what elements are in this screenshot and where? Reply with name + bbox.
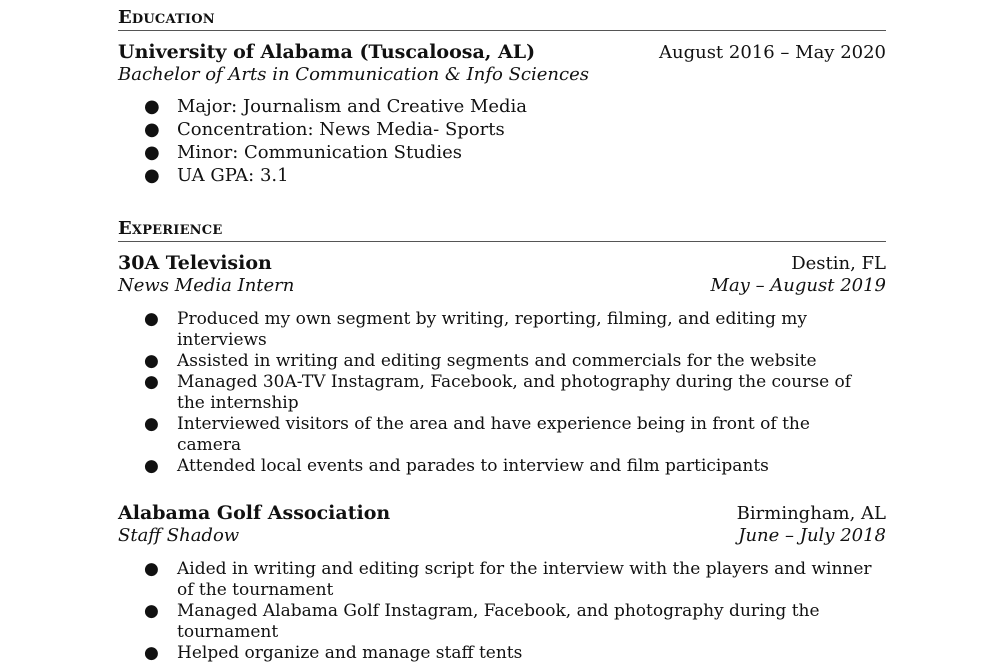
education-bullet-list — [118, 95, 886, 187]
experience-entry-header — [118, 502, 886, 525]
list-item: ● Helped organize and manage staff tents — [144, 643, 523, 663]
employer-name: 30A Television — [118, 252, 272, 274]
list-item: ● Attended local events and parades to interview and film participants — [144, 456, 769, 476]
list-item: ● Minor: Communication Studies — [144, 142, 462, 163]
section-heading-experience: Experience — [118, 218, 886, 242]
list-item: ● UA GPA: 3.1 — [144, 165, 289, 186]
job-dates: June – July 2018 — [738, 525, 886, 546]
employer-location: Birmingham, AL — [736, 503, 886, 524]
list-item: ● Concentration: News Media- Sports — [144, 119, 505, 140]
school-name: University of Alabama (Tuscaloosa, AL) — [118, 41, 536, 63]
education-entry-header — [118, 41, 886, 64]
experience-entry-header — [118, 252, 886, 275]
experience-entry — [118, 252, 886, 477]
section-heading-education: Education — [118, 7, 886, 31]
experience-section — [118, 218, 886, 664]
list-item: ● Major: Journalism and Creative Media — [144, 96, 528, 117]
employer-location: Destin, FL — [791, 253, 886, 274]
list-item: ● Interviewed visitors of the area and have experience being in front of the camera — [144, 414, 810, 455]
experience-entry-subheader — [118, 275, 886, 297]
degree-name: Bachelor of Arts in Communication & Info Sciences — [118, 64, 589, 85]
job-title: News Media Intern — [118, 275, 295, 296]
list-item: ● Managed 30A-TV Instagram, Facebook, and photography during the course of the internship — [144, 372, 852, 413]
job-dates: May – August 2019 — [710, 275, 886, 296]
employer-name: Alabama Golf Association — [118, 502, 391, 524]
experience-entry-subheader — [118, 525, 886, 547]
education-dates: August 2016 – May 2020 — [658, 42, 886, 63]
list-item: ● Managed Alabama Golf Instagram, Facebook, and photography during the tournament — [144, 601, 820, 642]
experience-bullet-list — [118, 309, 858, 477]
list-item: ● Aided in writing and editing script for the interview with the players and winner of the tournament — [144, 559, 872, 600]
job-title: Staff Shadow — [118, 525, 240, 546]
list-item: ● Assisted in writing and editing segments and commercials for the website — [144, 351, 817, 371]
experience-bullet-list — [118, 559, 878, 664]
list-item: ● Produced my own segment by writing, reporting, filming, and editing my interviews — [144, 309, 807, 350]
education-section — [118, 7, 886, 187]
experience-entry — [118, 502, 886, 664]
